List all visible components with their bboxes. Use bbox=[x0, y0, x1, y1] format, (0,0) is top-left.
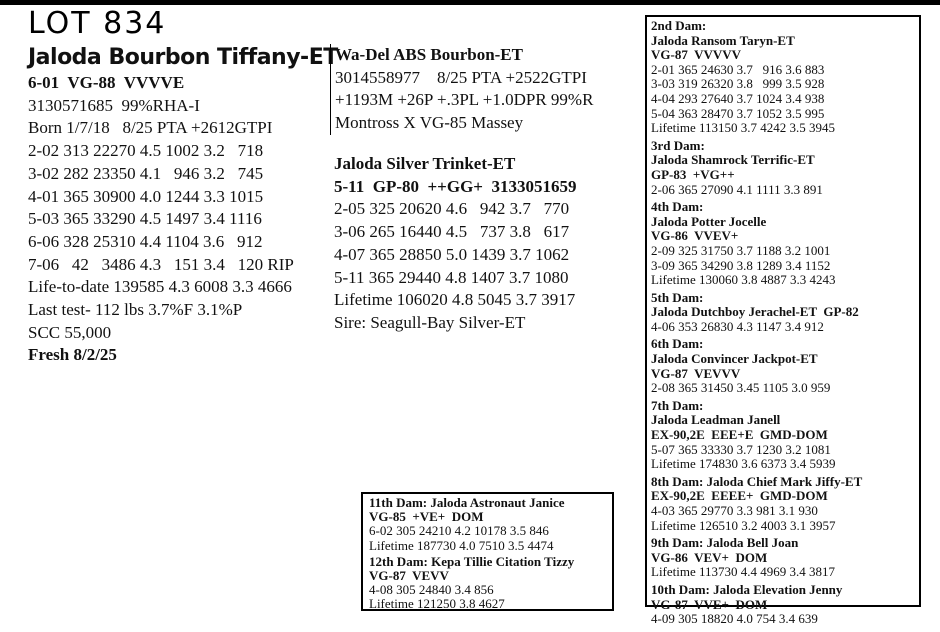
lot-number: LOT 834 bbox=[28, 6, 167, 41]
ancestor-heading: GP-83 +VG++ bbox=[651, 166, 735, 182]
ancestor-heading: VG-87 VEVVV bbox=[651, 365, 741, 381]
ancestor-record: 4-09 305 18820 4.0 754 3.4 639 bbox=[651, 611, 818, 627]
ancestor-entry bbox=[651, 139, 915, 197]
ancestor-heading: VG-85 +VE+ DOM bbox=[369, 509, 484, 525]
dam-line: Sire: Seagull-Bay Silver-ET bbox=[334, 312, 526, 332]
ancestor-record: 2-06 365 27090 4.1 1111 3.3 891 bbox=[651, 181, 823, 197]
ancestor-record: 4-06 353 26830 4.3 1147 3.4 912 bbox=[651, 318, 824, 334]
ancestor-heading: Jaloda Ransom Taryn-ET bbox=[651, 32, 795, 48]
ancestor-record: Lifetime 126510 3.2 4003 3.1 3957 bbox=[651, 517, 836, 533]
ancestor-record: 5-07 365 33330 3.7 1230 3.2 1081 bbox=[651, 441, 831, 457]
ancestor-heading: Jaloda Shamrock Terrific-ET bbox=[651, 152, 815, 168]
ancestor-record: 3-09 365 34290 3.8 1289 3.4 1152 bbox=[651, 257, 831, 273]
ancestor-record: Lifetime 113730 4.4 4969 3.4 3817 bbox=[651, 564, 836, 580]
ancestor-entry bbox=[651, 583, 915, 627]
ancestor-entry bbox=[369, 496, 606, 553]
ancestor-record: Lifetime 113150 3.7 4242 3.5 3945 bbox=[651, 120, 836, 136]
ancestor-heading: 10th Dam: Jaloda Elevation Jenny bbox=[651, 581, 843, 597]
ancestor-heading: VG-86 VEV+ DOM bbox=[651, 549, 768, 565]
ancestor-heading: VG-87 VVE+ DOM bbox=[651, 596, 768, 612]
record-line: 3130571685 99%RHA-I bbox=[28, 95, 200, 115]
ancestor-record: 4-04 293 27640 3.7 1024 3.4 938 bbox=[651, 90, 825, 106]
dam-line: 3-06 265 16440 4.5 737 3.8 617 bbox=[334, 222, 570, 242]
ancestor-heading: 4th Dam: bbox=[651, 199, 704, 215]
ancestor-record: 2-08 365 31450 3.45 1105 3.0 959 bbox=[651, 380, 831, 396]
ancestor-heading: VG-87 VEVV bbox=[369, 568, 449, 584]
ancestor-heading: 7th Dam: bbox=[651, 397, 704, 413]
pedigree-box-bottom bbox=[361, 492, 614, 611]
dam-line: 5-11 GP-80 ++GG+ 3133051659 bbox=[334, 176, 577, 196]
ancestor-heading: 5th Dam: bbox=[651, 289, 704, 305]
ancestor-entry bbox=[369, 555, 606, 612]
ancestor-heading: EX-90,2E EEE+E GMD-DOM bbox=[651, 427, 828, 443]
record-line: Fresh 8/2/25 bbox=[28, 345, 117, 365]
sire-line: Montross X VG-85 Massey bbox=[335, 113, 524, 133]
record-line: 4-01 365 30900 4.0 1244 3.3 1015 bbox=[28, 186, 264, 206]
ancestor-heading: VG-87 VVVVV bbox=[651, 47, 742, 63]
dam-line: 5-11 365 29440 4.8 1407 3.7 1080 bbox=[334, 267, 569, 287]
sire-line: 3014558977 8/25 PTA +2522GTPI bbox=[335, 67, 587, 87]
ancestor-record: 5-04 363 28470 3.7 1052 3.5 995 bbox=[651, 105, 825, 121]
record-line: Last test- 112 lbs 3.7%F 3.1%P bbox=[28, 300, 243, 320]
sire-block bbox=[330, 44, 615, 135]
animal-record bbox=[28, 72, 328, 367]
pedigree-box-right bbox=[645, 15, 921, 627]
ancestor-heading: 6th Dam: bbox=[651, 336, 704, 352]
dam-line: 4-07 365 28850 5.0 1439 3.7 1062 bbox=[334, 244, 570, 264]
ancestor-heading: EX-90,2E EEEE+ GMD-DOM bbox=[651, 488, 828, 504]
ancestor-record: Lifetime 187730 4.0 7510 3.5 4474 bbox=[369, 537, 554, 553]
ancestor-record: 4-08 305 24840 3.4 856 bbox=[369, 582, 494, 598]
record-line: Born 1/7/18 8/25 PTA +2612GTPI bbox=[28, 118, 273, 138]
ancestor-heading: Jaloda Dutchboy Jerachel-ET GP-82 bbox=[651, 304, 859, 320]
record-line: 7-06 42 3486 4.3 151 3.4 120 RIP bbox=[28, 254, 294, 274]
ancestor-heading: VG-86 VVEV+ bbox=[651, 228, 739, 244]
ancestor-heading: 12th Dam: Kepa Tillie Citation Tizzy bbox=[369, 553, 575, 569]
sire-line: +1193M +26P +.3PL +1.0DPR 99%R bbox=[335, 90, 594, 110]
ancestor-record: Lifetime 121250 3.8 4627 bbox=[369, 596, 505, 612]
record-line: 5-03 365 33290 4.5 1497 3.4 1116 bbox=[28, 209, 262, 229]
dam-name: Jaloda Silver Trinket-ET bbox=[334, 154, 516, 173]
ancestor-heading: 11th Dam: Jaloda Astronaut Janice bbox=[369, 495, 565, 510]
dam-line: 2-05 325 20620 4.6 942 3.7 770 bbox=[334, 199, 570, 219]
ancestor-entry bbox=[651, 19, 915, 136]
record-line: Life-to-date 139585 4.3 6008 3.3 4666 bbox=[28, 277, 292, 297]
ancestor-record: 4-03 365 29770 3.3 981 3.1 930 bbox=[651, 503, 818, 518]
ancestor-heading: Jaloda Leadman Janell bbox=[651, 412, 781, 428]
ancestor-record: 6-02 305 24210 4.2 10178 3.5 846 bbox=[369, 523, 549, 539]
ancestor-entry bbox=[651, 399, 915, 472]
record-line: 6-01 VG-88 VVVVE bbox=[28, 73, 185, 92]
ancestor-entry bbox=[651, 337, 915, 395]
ancestor-heading: 2nd Dam: bbox=[651, 18, 707, 33]
ancestor-entry bbox=[651, 475, 915, 533]
ancestor-record: 3-03 319 26320 3.8 999 3.5 928 bbox=[651, 76, 825, 92]
ancestor-record: 2-09 325 31750 3.7 1188 3.2 1001 bbox=[651, 242, 831, 258]
dam-block bbox=[334, 153, 614, 335]
ancestor-record: 2-01 365 24630 3.7 916 3.6 883 bbox=[651, 61, 825, 77]
ancestor-heading: Jaloda Convincer Jackpot-ET bbox=[651, 351, 818, 367]
sire-name: Wa-Del ABS Bourbon-ET bbox=[335, 45, 523, 64]
record-line: 6-06 328 25310 4.4 1104 3.6 912 bbox=[28, 231, 263, 251]
ancestor-heading: 8th Dam: Jaloda Chief Mark Jiffy-ET bbox=[651, 473, 863, 489]
ancestor-record: Lifetime 174830 3.6 6373 3.4 5939 bbox=[651, 456, 836, 472]
top-rule bbox=[0, 0, 940, 5]
ancestor-entry bbox=[651, 200, 915, 288]
ancestor-heading: Jaloda Potter Jocelle bbox=[651, 213, 767, 229]
ancestor-heading: 9th Dam: Jaloda Bell Joan bbox=[651, 535, 799, 551]
dam-line: Lifetime 106020 4.8 5045 3.7 3917 bbox=[334, 290, 576, 310]
record-line: SCC 55,000 bbox=[28, 322, 112, 342]
ancestor-entry bbox=[651, 536, 915, 580]
animal-name: Jaloda Bourbon Tiffany-ET bbox=[28, 45, 338, 70]
record-line: 3-02 282 23350 4.1 946 3.2 745 bbox=[28, 163, 264, 183]
ancestor-heading: 3rd Dam: bbox=[651, 137, 705, 153]
ancestor-record: Lifetime 130060 3.8 4887 3.3 4243 bbox=[651, 272, 836, 288]
record-line: 2-02 313 22270 4.5 1002 3.2 718 bbox=[28, 141, 264, 161]
ancestor-entry bbox=[651, 291, 915, 335]
